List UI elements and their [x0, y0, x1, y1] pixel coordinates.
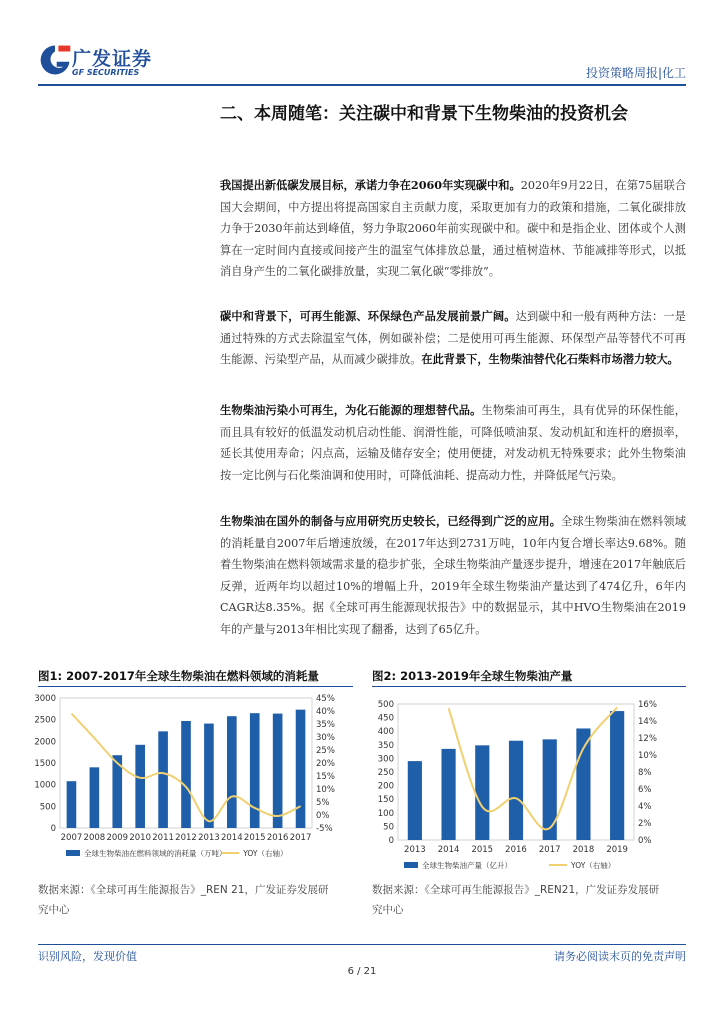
chart1-bar	[158, 731, 168, 828]
chart1-xtick: 2010	[129, 833, 152, 843]
section-title: 二、本周随笔：关注碳中和背景下生物柴油的投资机会	[220, 104, 628, 124]
chart1-bar	[67, 781, 77, 828]
chart1-xtick: 2012	[175, 833, 197, 843]
chart2-ytick-left: 450	[377, 713, 394, 724]
chart1-ytick-right: 45%	[316, 694, 335, 704]
paragraph-1-lead: 我国提出新低碳发展目标，承诺力争在2060年实现碳中和。	[220, 178, 521, 192]
chart1-ytick-right: 30%	[316, 733, 335, 743]
chart1-ytick-right: 20%	[316, 759, 335, 769]
chart2-ytick-right: 16%	[638, 700, 657, 710]
chart1-bar	[181, 721, 191, 828]
paragraph-3	[220, 400, 686, 486]
chart1-xtick: 2009	[106, 833, 129, 843]
chart2-legend-line-label: YOY（右轴）	[571, 861, 616, 870]
chart1-xtick: 2008	[83, 833, 106, 843]
chart-1	[30, 690, 355, 875]
paragraph-3-lead: 生物柴油污染小可再生，为化石能源的理想替代品。	[220, 403, 482, 417]
chart1-ytick-right: 5%	[316, 798, 330, 808]
chart2-ytick-right: 2%	[638, 819, 652, 829]
paragraph-1-body: 2020年9月22日，在第75届联合国大会期间，中方提出将提高国家自主贡献力度，采取更加有力的政策和措施，二氧化碳排放力争于2030年前达到峰值，努力争取2060年前实现碳中和。碳中和是指企业、团体或个人测算在一定时间内直接或间接产生的温室气体排放总量，通过植树造林、节能减排等形式，以抵消自身产生的二氧化碳排放量，实现二氧化碳“零排放”。	[220, 179, 687, 278]
chart2-ytick-right: 4%	[638, 802, 652, 812]
chart1-xtick: 2017	[289, 833, 312, 843]
footer-disclaimer: 请务必阅读末页的免责声明	[554, 950, 686, 963]
chart2-bar	[441, 749, 455, 840]
chart1-ytick-left: 2000	[34, 737, 56, 748]
chart2-bar	[408, 761, 422, 840]
chart2-ytick-left: 500	[377, 700, 394, 710]
paragraph-2-body: 达到碳中和一般有两种方法：一是通过特殊的方式去除温室气体，例如碳补偿；二是使用可再生能源、环保型产品等替代不可再生能源、污染型产品，从而减少碳排放。	[220, 310, 686, 366]
chart2-legend-bar-label: 全球生物柴油产量（亿升）	[422, 861, 512, 870]
chart1-ytick-right: 25%	[316, 746, 335, 756]
paragraph-2-conclusion: 在此背景下，生物柴油替代化石柴料市场潜力较大。	[421, 352, 679, 366]
chart2-ytick-left: 300	[377, 754, 394, 765]
chart2-xtick: 2013	[404, 845, 426, 855]
paragraph-4-lead: 生物柴油在国外的制备与应用研究历史较长，已经得到广泛的应用。	[220, 514, 562, 528]
chart1-legend-bar-swatch	[66, 850, 80, 856]
chart1-legend-bar-label: 全球生物柴油在燃料领域的消耗量（万吨）	[84, 849, 227, 858]
chart2-ytick-left: 400	[377, 727, 394, 738]
chart2-xtick: 2019	[606, 845, 628, 855]
chart2-xtick: 2016	[505, 845, 527, 855]
chart1-ytick-right: 0%	[316, 811, 330, 821]
chart2-yoy-line	[449, 707, 618, 829]
chart2-bar	[475, 745, 489, 840]
logo-english: GF SECURITIES	[72, 68, 140, 77]
paragraph-2	[220, 306, 686, 371]
chart2-ytick-right: 8%	[638, 768, 652, 778]
gf-logo-icon	[38, 42, 72, 78]
chart1-bar	[135, 745, 145, 828]
report-type: 投资策略周报|化工	[585, 66, 686, 80]
paragraph-4-body: 全球生物柴油在燃料领域的消耗量自2007年后增速放缓，在2017年达到2731万吨，10年内复合增长率达9.68%。随着生物柴油在燃料领域需求量的稳步扩张，全球生物柴油产量逐步提升，增速在2017年触底后反弹，近两年均以超过10%的增幅上升，2019年全球生物柴油产量达到了474亿升，6年内CAGR达8.35%。据《全球可再生能源现状报告》中的数据显示，其中HVO生物柴油在2019年的产量与2013年相比实现了翻番，达到了65亿升。	[220, 515, 686, 636]
chart1-ytick-left: 0	[50, 824, 56, 834]
figure-2-title: 图2: 2013-2019年全球生物柴油产量	[372, 669, 573, 683]
chart2-bar	[576, 728, 590, 840]
paragraph-2-lead: 碳中和背景下，可再生能源、环保绿色产品发展前景广阔。	[220, 309, 516, 323]
chart1-ytick-right: -5%	[316, 824, 333, 834]
chart1-bar	[250, 713, 260, 828]
chart2-ytick-right: 14%	[638, 717, 657, 727]
chart2-xtick: 2014	[437, 845, 460, 855]
chart2-ytick-left: 100	[377, 808, 394, 819]
chart2-xtick: 2018	[572, 845, 595, 855]
chart2-xtick: 2015	[471, 845, 494, 855]
chart1-ytick-right: 40%	[316, 707, 335, 717]
chart1-bar	[296, 710, 306, 828]
chart1-bar	[273, 714, 283, 828]
logo-name: 广发证券	[72, 48, 153, 70]
chart1-ytick-left: 3000	[34, 694, 56, 704]
chart1-ytick-left: 1000	[34, 780, 56, 791]
footer-slogan: 识别风险，发现价值	[38, 950, 137, 963]
page-number: 6 / 21	[347, 966, 377, 977]
chart-2	[366, 690, 686, 875]
chart2-ytick-left: 350	[377, 740, 394, 751]
figure-2-source	[372, 880, 686, 920]
chart1-legend-line-label: YOY（右轴）	[243, 849, 288, 858]
chart1-xtick: 2011	[152, 833, 174, 843]
chart2-ytick-right: 10%	[638, 751, 657, 761]
chart1-bar	[204, 724, 214, 828]
chart1-xtick: 2016	[266, 833, 289, 843]
paragraph-4	[220, 511, 686, 640]
chart2-ytick-left: 150	[377, 795, 394, 806]
chart2-xtick: 2017	[538, 845, 561, 855]
chart1-bar	[227, 716, 237, 828]
figure-1-title: 图1: 2007-2017年全球生物柴油在燃料领域的消耗量	[38, 669, 319, 683]
figure-1-source	[38, 880, 353, 920]
chart2-bar	[543, 739, 557, 840]
figure-1-source-line1: 数据来源：《全球可再生能源报告》_REN 21，广发证券发展研	[38, 884, 329, 896]
chart2-bar	[610, 711, 624, 840]
chart2-legend-bar-swatch	[404, 862, 418, 868]
chart1-xtick: 2007	[60, 833, 83, 843]
chart1-ytick-left: 1500	[34, 759, 56, 769]
chart1-ytick-left: 2500	[34, 715, 56, 726]
paragraph-3-body: 生物柴油可再生，具有优异的环保性能，而且具有较好的低温发动机启动性能、润滑性能，可降低喷油泵、发动机缸和连杆的磨损率，延长其使用寿命；闪点高，运输及储存安全；使用便捷，对发动机无特殊要求；此外生物柴油按一定比例与石化柴油调和使用时，可降低油耗、提高动力性，并降低尾气污染。	[220, 404, 686, 482]
figure-1-source-line2: 究中心	[38, 904, 70, 916]
chart1-xtick: 2013	[198, 833, 220, 843]
chart1-ytick-right: 10%	[316, 785, 335, 795]
chart2-ytick-right: 0%	[638, 836, 652, 846]
chart1-xtick: 2015	[243, 833, 266, 843]
figure-1-divider	[38, 686, 353, 687]
chart1-ytick-left: 500	[39, 802, 56, 813]
chart1-ytick-right: 35%	[316, 720, 335, 730]
figure-2-source-line1: 数据来源：《全球可再生能源报告》_REN21，广发证券发展研	[372, 884, 660, 896]
paragraph-1	[220, 175, 686, 283]
header-divider	[38, 84, 686, 86]
chart2-ytick-left: 50	[383, 822, 394, 833]
figure-2-divider	[372, 686, 686, 687]
chart1-bar	[90, 767, 100, 828]
chart2-ytick-left: 250	[377, 768, 394, 778]
chart2-bar	[509, 741, 523, 840]
chart2-ytick-right: 6%	[638, 785, 652, 795]
chart1-ytick-right: 15%	[316, 772, 335, 782]
footer-divider	[38, 944, 686, 945]
chart2-ytick-right: 12%	[638, 734, 657, 744]
chart2-ytick-left: 0	[388, 836, 394, 846]
chart1-xtick: 2014	[220, 833, 243, 843]
chart2-ytick-left: 200	[377, 781, 394, 792]
figure-2-source-line2: 究中心	[372, 904, 404, 916]
